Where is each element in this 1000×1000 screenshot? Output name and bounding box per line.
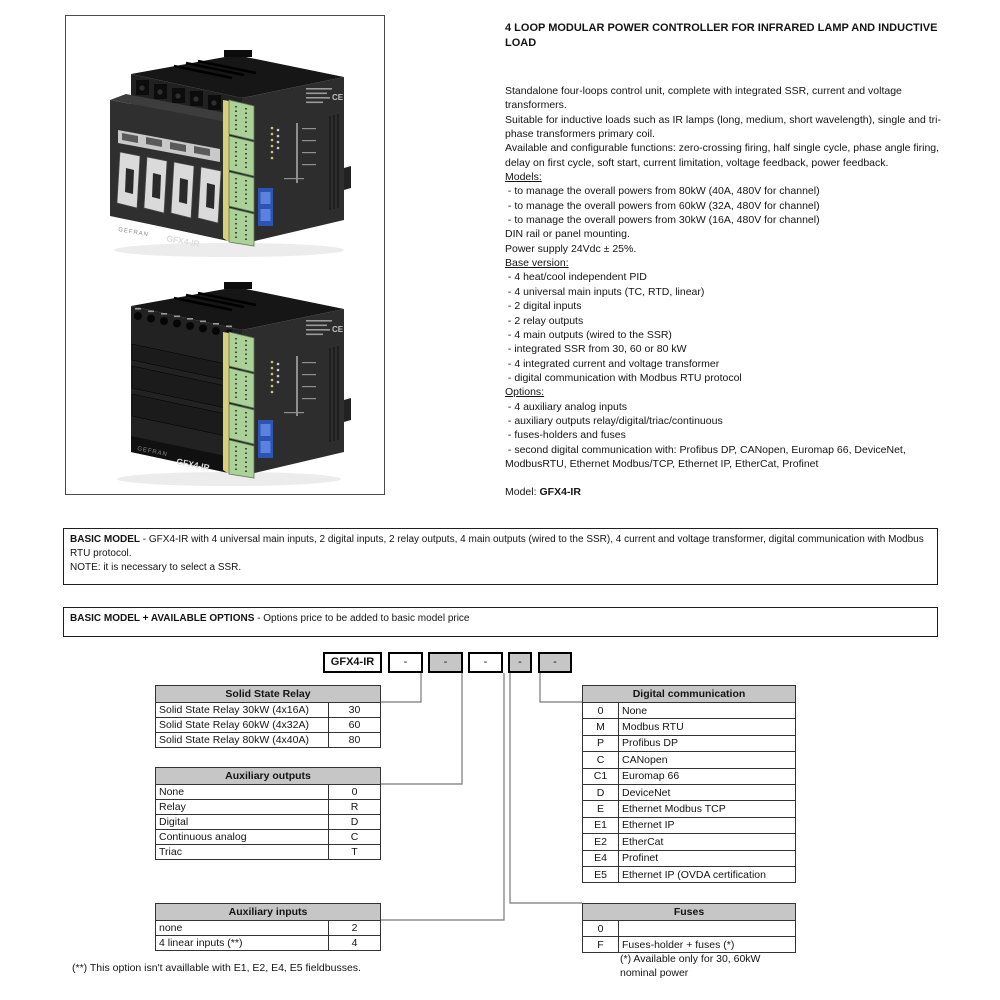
table-row	[156, 830, 381, 845]
table-row	[156, 733, 381, 748]
table-row	[156, 800, 381, 815]
cell-label: Digital	[156, 815, 329, 830]
order-code-slot-3: -	[468, 652, 503, 673]
model-item: - to manage the overall powers from 60kW (32A, 480V for channel)	[505, 199, 820, 212]
cell-code: 80	[329, 733, 381, 748]
base-item: - 2 relay outputs	[505, 314, 584, 327]
cell-label: Euromap 66	[619, 768, 796, 784]
cell-code: P	[583, 735, 619, 751]
table-row	[583, 850, 796, 866]
table-row	[156, 921, 381, 936]
cell-label: None	[619, 703, 796, 719]
table-row	[156, 785, 381, 800]
cell-label: 4 linear inputs (**)	[156, 936, 329, 951]
top-tab	[224, 282, 252, 289]
terminal-yellow-strip	[223, 100, 229, 242]
base-item: - 2 digital inputs	[505, 300, 582, 313]
cell-code: C1	[583, 768, 619, 784]
description-paragraph: Suitable for inductive loads such as IR lamps (long, medium, short wavelength), single and tri-phase transformers primary coil.	[505, 113, 941, 141]
cell-label: Solid State Relay 80kW (4x40A)	[156, 733, 329, 748]
table-row	[583, 817, 796, 833]
connector-aux-outputs	[381, 673, 462, 784]
cell-code: 30	[329, 703, 381, 718]
base-version-heading: Base version:	[505, 257, 569, 270]
order-code-slot-1: -	[388, 652, 423, 673]
aux-outputs-table-title: Auxiliary outputs	[156, 768, 381, 785]
brand-label: GEFRAN	[136, 446, 169, 459]
product-image-frame	[65, 15, 385, 495]
options-box-text: - Options price to be added to basic model price	[254, 613, 470, 624]
product-photo-top	[74, 28, 374, 260]
cell-label: Modbus RTU	[619, 719, 796, 735]
cell-label: Fuses-holder + fuses (*)	[619, 937, 796, 953]
model-item: - to manage the overall powers from 80kW (40A, 480V for channel)	[505, 185, 820, 198]
order-code-model-box: GFX4-IR	[323, 652, 382, 673]
dip-switch-2	[261, 441, 271, 453]
cell-code: E	[583, 801, 619, 817]
cell-code: 0	[583, 703, 619, 719]
photo-shadow	[114, 243, 344, 257]
model-value: GFX4-IR	[539, 486, 581, 498]
cell-code: E1	[583, 817, 619, 833]
table-row	[583, 937, 796, 953]
aux-inputs-table	[155, 903, 381, 951]
cell-code: F	[583, 937, 619, 953]
cell-label: Relay	[156, 800, 329, 815]
table-row	[156, 936, 381, 951]
model-label: GFX4-IR	[175, 456, 211, 473]
table-row	[583, 834, 796, 850]
dip-switch-1	[261, 424, 271, 436]
option-item: - auxiliary outputs relay/digital/triac/continuous	[505, 414, 723, 427]
cell-label: Triac	[156, 845, 329, 860]
base-item: - 4 main outputs (wired to the SSR)	[505, 328, 672, 341]
cell-label: Ethernet IP (OVDA certification	[619, 866, 796, 882]
cell-label: none	[156, 921, 329, 936]
ce-mark: CE	[332, 93, 344, 102]
cell-code: D	[329, 815, 381, 830]
basic-model-note: NOTE: it is necessary to select a SSR.	[70, 561, 242, 573]
cell-code: 0	[329, 785, 381, 800]
brand-label: GEFRAN	[117, 227, 150, 239]
options-heading: Options:	[505, 386, 545, 399]
table-row	[583, 735, 796, 751]
model-item: - to manage the overall powers from 30kW (16A, 480V for channel)	[505, 214, 820, 227]
cell-label: Ethernet Modbus TCP	[619, 801, 796, 817]
fuses-table-title: Fuses	[583, 904, 796, 921]
model-line	[505, 486, 581, 498]
dip-switch-2	[261, 209, 271, 221]
cell-code: E5	[583, 866, 619, 882]
description-paragraph: Available and configurable functions: zero-crossing firing, half single cycle, phase angle firing, delay on first cycle, soft start, current limitation, voltage feedback, power feedback.	[505, 142, 940, 169]
cell-label: CANopen	[619, 752, 796, 768]
fuses-footnote-line2: nominal power	[620, 967, 689, 979]
mounting-note: DIN rail or panel mounting.	[505, 228, 630, 241]
cell-code: R	[329, 800, 381, 815]
cell-code: 0	[583, 921, 619, 937]
table-row	[156, 718, 381, 733]
ssr-table-title: Solid State Relay	[156, 686, 381, 703]
option-item: - fuses-holders and fuses	[505, 429, 626, 442]
din-clip	[344, 166, 351, 190]
device-side-face	[242, 77, 344, 244]
aux-inputs-footnote: (**) This option isn't availlable with E1, E2, E4, E5 fieldbusses.	[72, 962, 361, 974]
connector-aux-inputs	[381, 673, 504, 920]
cell-code: E2	[583, 834, 619, 850]
table-row	[583, 921, 796, 937]
order-code-slot-2: -	[428, 652, 463, 673]
product-description	[505, 84, 953, 471]
cell-code: 60	[329, 718, 381, 733]
cell-label: None	[156, 785, 329, 800]
table-row	[156, 703, 381, 718]
connector-ssr	[381, 673, 421, 702]
cell-code: 2	[329, 921, 381, 936]
cell-label: Ethernet IP	[619, 817, 796, 833]
cell-code: E4	[583, 850, 619, 866]
model-label: GFX4-IR	[165, 233, 201, 249]
ce-mark: CE	[332, 325, 344, 334]
basic-model-bold: BASIC MODEL	[70, 534, 140, 545]
terminal-blocks-green	[229, 100, 254, 246]
connector-fuses	[510, 673, 582, 903]
product-photo-bottom	[74, 268, 374, 488]
base-item: - digital communication with Modbus RTU protocol	[505, 371, 742, 384]
model-label: Model:	[505, 486, 537, 498]
cell-label	[619, 921, 796, 937]
power-supply-note: Power supply 24Vdc ± 25%.	[505, 242, 637, 255]
table-row	[156, 845, 381, 860]
cell-label: DeviceNet	[619, 784, 796, 800]
base-item: - 4 integrated current and voltage transformer	[505, 357, 720, 370]
option-item: - 4 auxiliary analog inputs	[505, 400, 627, 413]
terminal-yellow-strip	[223, 332, 229, 474]
cell-label: Profinet	[619, 850, 796, 866]
base-item: - integrated SSR from 30, 60 or 80 kW	[505, 343, 687, 356]
cell-code: D	[583, 784, 619, 800]
option-item: - second digital communication with: Profibus DP, CANopen, Euromap 66, DeviceNet, ModbusRTU, Ethernet Modbus/TCP, Ethernet IP, EtherCat, Profinet	[505, 443, 909, 470]
device-side-face	[242, 309, 344, 476]
cell-label: Solid State Relay 60kW (4x32A)	[156, 718, 329, 733]
table-row	[583, 784, 796, 800]
description-paragraph: Standalone four-loops control unit, complete with integrated SSR, current and voltage transformers.	[505, 85, 902, 112]
table-row	[583, 801, 796, 817]
table-row	[583, 752, 796, 768]
cell-code: M	[583, 719, 619, 735]
options-price-box	[63, 607, 938, 637]
dip-switch-1	[261, 192, 271, 204]
models-heading: Models:	[505, 171, 542, 184]
table-row	[583, 866, 796, 882]
cell-code: T	[329, 845, 381, 860]
order-code-slot-4: -	[508, 652, 532, 673]
order-code-slot-5: -	[538, 652, 572, 673]
base-item: - 4 heat/cool independent PID	[505, 271, 647, 284]
digital-comm-table-title: Digital communication	[583, 686, 796, 703]
connector-digital-comm	[540, 673, 582, 702]
ssr-table	[155, 685, 381, 748]
fuses-footnote-line1: (*) Available only for 30, 60kW	[620, 953, 761, 965]
table-row	[583, 703, 796, 719]
cell-code: C	[583, 752, 619, 768]
cell-label: Continuous analog	[156, 830, 329, 845]
cell-label: EtherCat	[619, 834, 796, 850]
page-title: 4 LOOP MODULAR POWER CONTROLLER FOR INFRARED LAMP AND INDUCTIVE LOAD	[505, 22, 938, 49]
basic-model-text: - GFX4-IR with 4 universal main inputs, 2 digital inputs, 2 relay outputs, 4 main outputs (wired to the SSR), 4 current and voltage transformer, digital communication with Modbus RTU protocol.	[70, 534, 924, 559]
cell-label: Profibus DP	[619, 735, 796, 751]
din-clip	[344, 398, 351, 422]
basic-model-box	[63, 528, 938, 585]
table-row	[156, 815, 381, 830]
fuses-footnote	[620, 952, 760, 980]
aux-inputs-table-title: Auxiliary inputs	[156, 904, 381, 921]
base-item: - 4 universal main inputs (TC, RTD, linear)	[505, 285, 705, 298]
cell-code: C	[329, 830, 381, 845]
fuses-table	[582, 903, 796, 953]
table-row	[583, 768, 796, 784]
digital-comm-table	[582, 685, 796, 883]
top-tab	[224, 50, 252, 57]
cell-code: 4	[329, 936, 381, 951]
cell-label: Solid State Relay 30kW (4x16A)	[156, 703, 329, 718]
aux-outputs-table	[155, 767, 381, 860]
table-row	[583, 719, 796, 735]
options-box-bold: BASIC MODEL + AVAILABLE OPTIONS	[70, 613, 255, 624]
terminal-blocks-green	[229, 332, 254, 478]
